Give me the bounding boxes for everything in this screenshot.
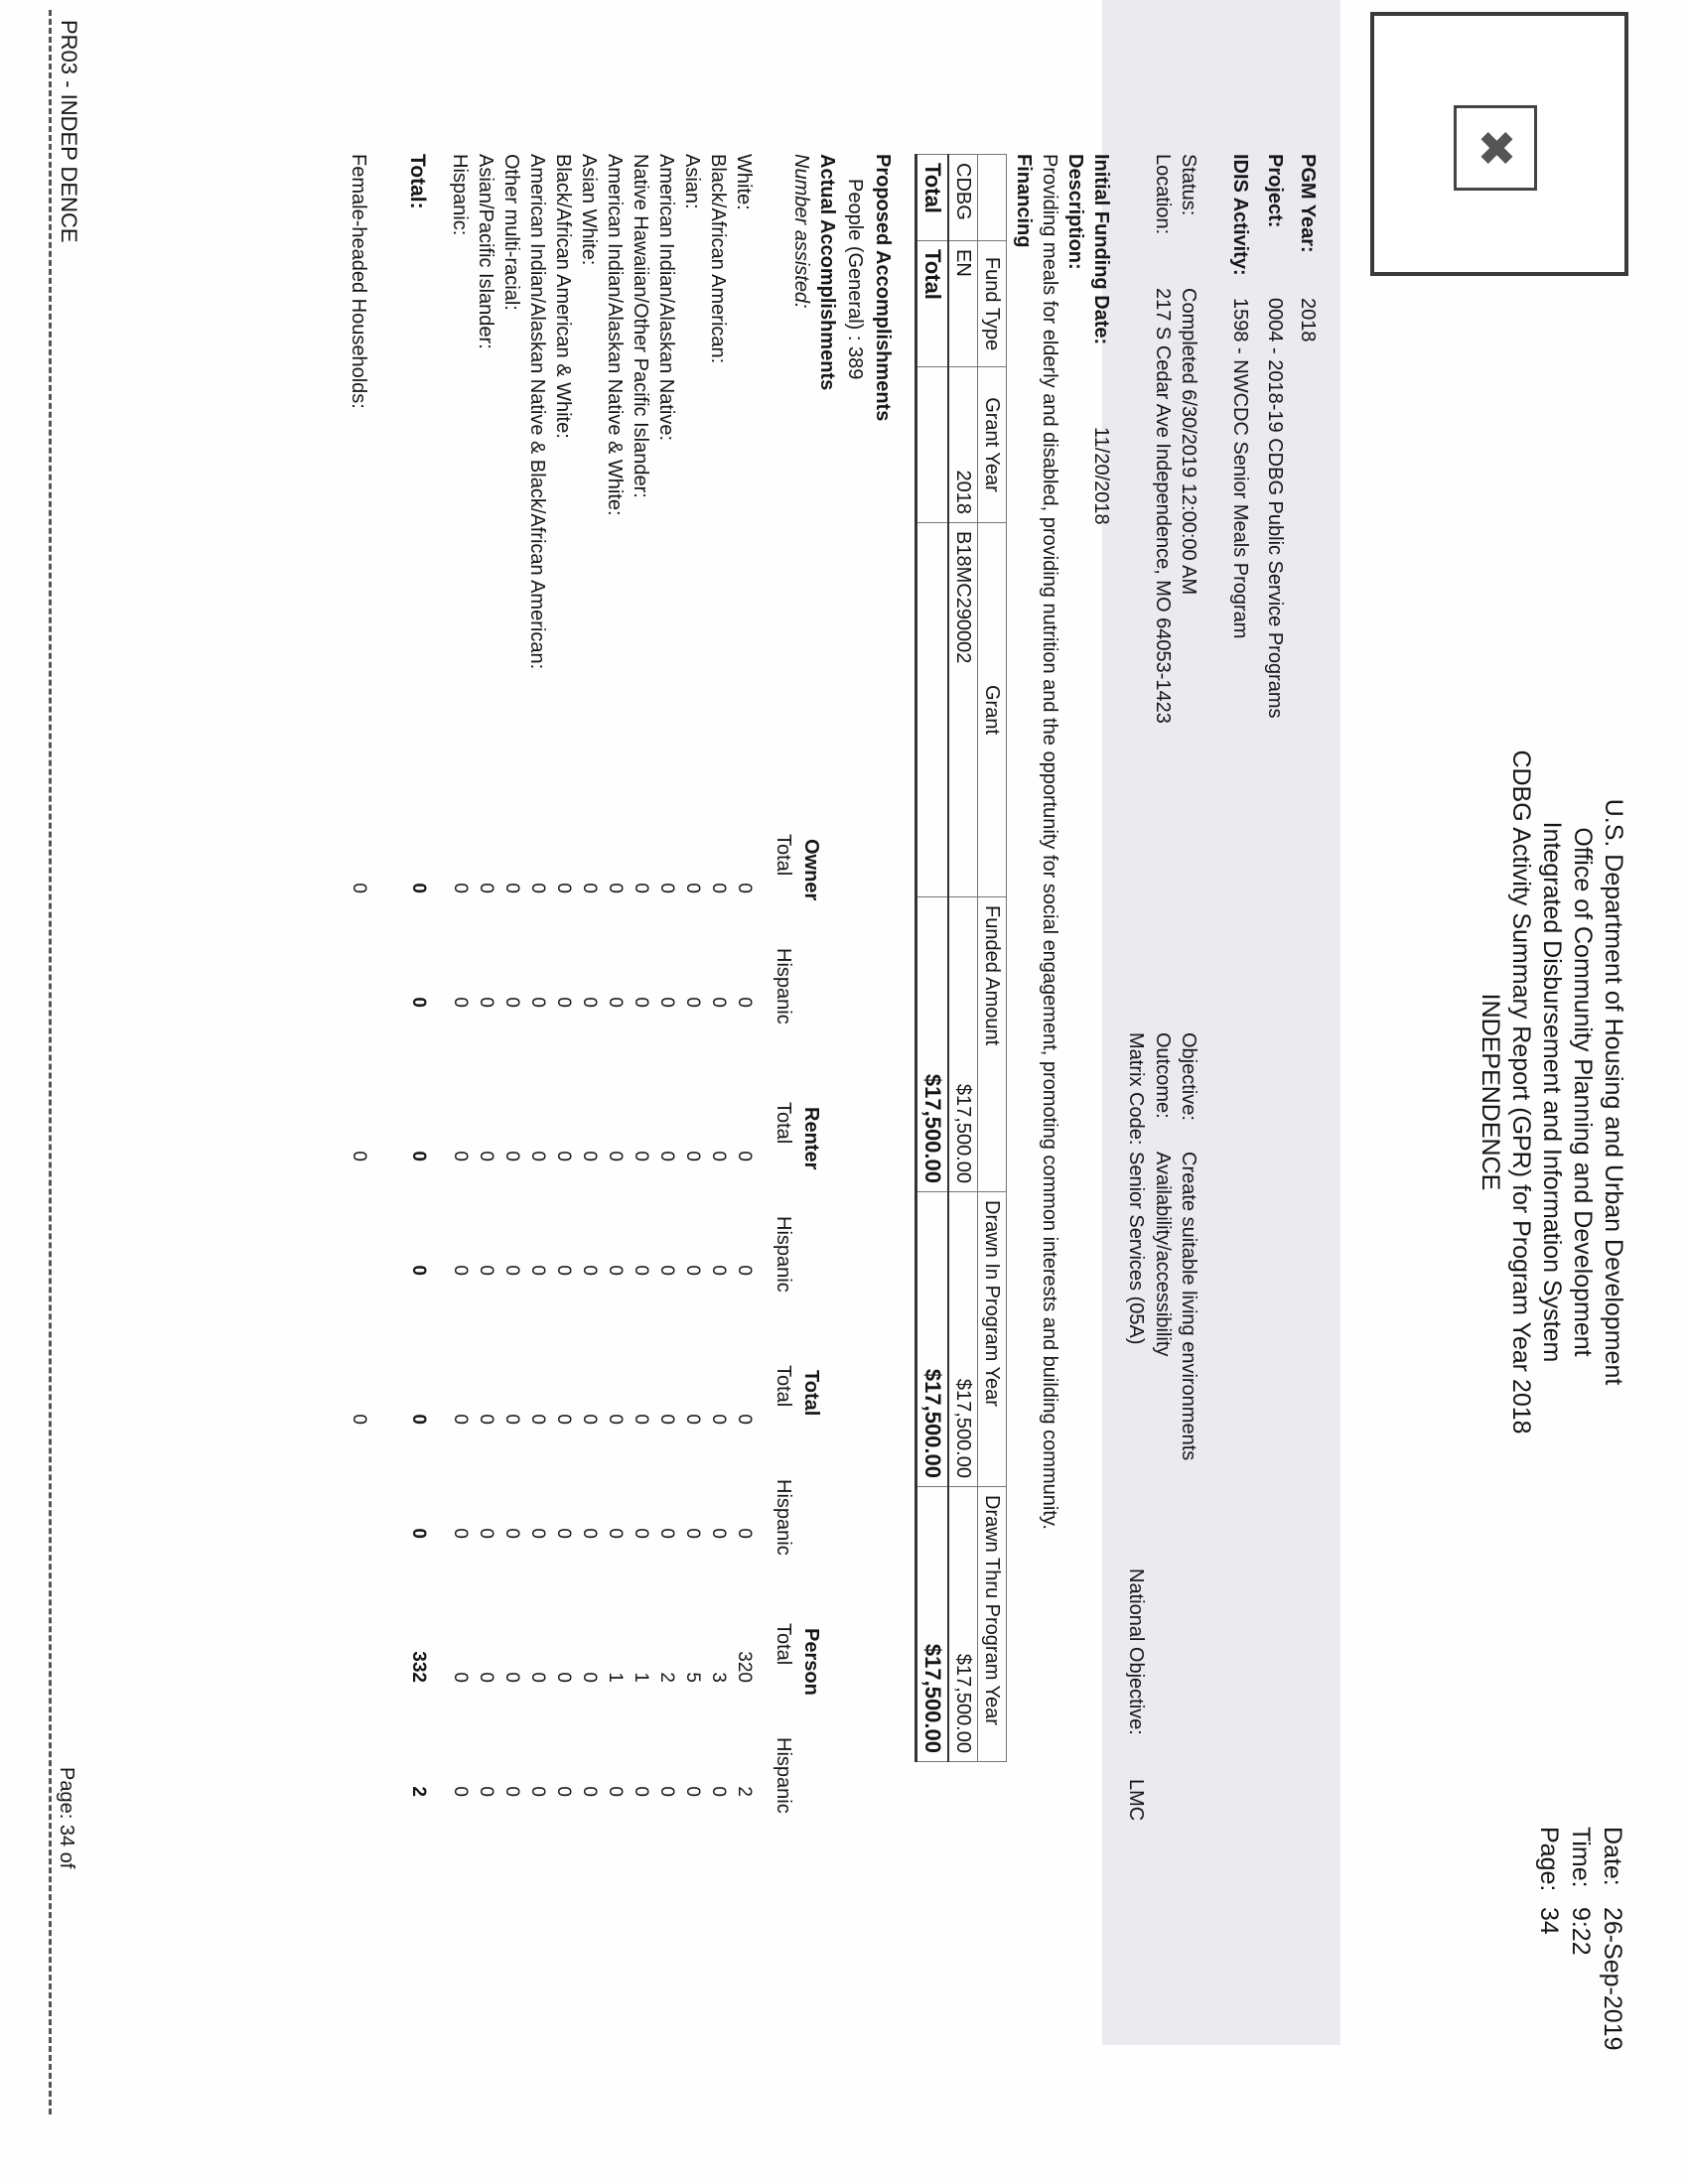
row-value: 0 xyxy=(501,997,522,1008)
financing-header-row xyxy=(978,155,1007,1762)
fin-header-drawn-in: Drawn In Program Year xyxy=(978,1192,1007,1487)
header-line-4: CDBG Activity Summary Report (GPR) for Program Year 2018 xyxy=(1507,750,1535,1434)
matrix-code-label: Matrix Code: xyxy=(1125,1032,1147,1146)
matrix-code-value: Senior Services (05A) xyxy=(1125,1152,1147,1345)
proposed-accomplishment-item: People (General) : 389 xyxy=(844,179,866,380)
page-label: Page: xyxy=(1535,1827,1563,1892)
row-value: 0 xyxy=(579,883,600,893)
group-header-total: Total xyxy=(800,1370,822,1417)
total-row-value: 332 xyxy=(408,1651,429,1683)
description-label: Description: xyxy=(1064,154,1086,270)
description-text: Providing meals for elderly and disabled, providing nutrition and the opportunity for social engagement, promoting common interests and building community. xyxy=(1039,154,1060,1530)
row-value: 0 xyxy=(682,1151,703,1161)
total-row-value: 0 xyxy=(408,997,429,1008)
row-label: White: xyxy=(733,154,755,210)
row-value: 0 xyxy=(527,1528,548,1539)
row-value: 0 xyxy=(656,1414,677,1425)
row-value: 0 xyxy=(450,1265,471,1276)
time-label: Time: xyxy=(1567,1827,1595,1888)
initial-funding-date-value: 11/20/2018 xyxy=(1090,427,1112,525)
row-value: 0 xyxy=(708,1786,729,1797)
pgm-year-label: PGM Year: xyxy=(1297,154,1319,253)
row-value: 5 xyxy=(682,1672,703,1683)
row-value: 0 xyxy=(450,1528,471,1539)
row-value: 0 xyxy=(553,1414,574,1425)
header-line-3: Integrated Disbursement and Information System xyxy=(1538,821,1566,1363)
row-value: 2 xyxy=(734,1786,755,1797)
fin-header-drawn-thru: Drawn Thru Program Year xyxy=(978,1487,1007,1762)
group-header-owner: Owner xyxy=(800,839,822,901)
row-value: 0 xyxy=(501,1786,522,1797)
row-value: 0 xyxy=(450,883,471,893)
row-value: 0 xyxy=(476,883,496,893)
row-value: 0 xyxy=(708,1414,729,1425)
row-value: 0 xyxy=(553,1786,574,1797)
row-value: 0 xyxy=(450,1414,471,1425)
female-headed-households-value: 0 xyxy=(349,883,369,893)
row-value: 0 xyxy=(450,1151,471,1161)
row-value: 0 xyxy=(476,1786,496,1797)
fin-total-blank-2 xyxy=(916,523,949,897)
report-date: 26-Sep-2019 xyxy=(1599,1906,1626,2051)
row-value: 0 xyxy=(656,997,677,1008)
row-value: 0 xyxy=(605,883,626,893)
footer-page: Page: 34 of xyxy=(56,1767,77,1869)
fin-total-drawn-in: $17,500.00 xyxy=(916,1192,949,1487)
location-value: 217 S Cedar Ave Independence, MO 64053-1423 xyxy=(1152,288,1174,724)
idis-activity-label: IDIS Activity: xyxy=(1229,154,1251,276)
fin-header-grant-year: Grant Year xyxy=(978,367,1007,523)
fin-header-grant: Grant xyxy=(978,523,1007,897)
row-value: 0 xyxy=(708,883,729,893)
row-value: 0 xyxy=(501,1672,522,1683)
row-value: 0 xyxy=(682,1786,703,1797)
row-label: Black/African American & White: xyxy=(552,154,574,439)
national-objective-value: LMC xyxy=(1125,1779,1147,1822)
row-value: 0 xyxy=(527,1414,548,1425)
fin-total-label-2: Total xyxy=(916,241,949,367)
row-value: 0 xyxy=(450,1786,471,1797)
subhead-hispanic-3: Hispanic xyxy=(773,1737,794,1814)
row-value: 2 xyxy=(656,1672,677,1683)
row-value: 0 xyxy=(553,1151,574,1161)
subhead-total-3: Total xyxy=(773,1623,794,1666)
objective-value: Create suitable living environments xyxy=(1178,1152,1199,1461)
row-value: 0 xyxy=(734,1528,755,1539)
row-value: 1 xyxy=(605,1672,626,1683)
fin-total-blank-1 xyxy=(916,367,949,523)
header-line-5: INDEPENDENCE xyxy=(1477,993,1504,1191)
group-header-renter: Renter xyxy=(800,1107,822,1170)
row-value: 0 xyxy=(682,1528,703,1539)
row-value: 0 xyxy=(734,997,755,1008)
page-number: 34 xyxy=(1535,1906,1563,1935)
row-value: 0 xyxy=(501,883,522,893)
row-value: 0 xyxy=(527,1786,548,1797)
row-value: 0 xyxy=(450,997,471,1008)
subhead-total-0: Total xyxy=(773,834,794,877)
row-value: 0 xyxy=(708,1265,729,1276)
outcome-value: Availability/accessibility xyxy=(1152,1152,1174,1357)
row-value: 0 xyxy=(553,1528,574,1539)
fin-funded-amount: $17,500.00 xyxy=(948,897,978,1192)
total-row-value: 0 xyxy=(408,1414,429,1425)
initial-funding-date-label: Initial Funding Date: xyxy=(1090,154,1112,345)
fin-grant-year: 2018 xyxy=(948,367,978,523)
date-label: Date: xyxy=(1599,1827,1626,1886)
pgm-year-value: 2018 xyxy=(1297,298,1319,342)
row-value: 0 xyxy=(501,1265,522,1276)
fin-header-funded-amount: Funded Amount xyxy=(978,897,1007,1192)
row-label: American Indian/Alaskan Native & Black/African American: xyxy=(526,154,548,670)
row-value: 0 xyxy=(476,997,496,1008)
fin-grant: B18MC290002 xyxy=(948,523,978,897)
actual-accomplishments-title: Actual Accomplishments xyxy=(816,154,838,391)
row-value: 0 xyxy=(631,1528,651,1539)
female-headed-households-label: Female-headed Households: xyxy=(348,154,369,409)
row-value: 0 xyxy=(631,1265,651,1276)
row-value: 0 xyxy=(476,1151,496,1161)
row-value: 0 xyxy=(708,997,729,1008)
row-label: Native Hawaiian/Other Pacific Islander: xyxy=(630,154,651,498)
fin-header-blank xyxy=(978,155,1007,241)
row-value: 0 xyxy=(682,997,703,1008)
hud-logo xyxy=(1370,12,1628,276)
fin-drawn-in: $17,500.00 xyxy=(948,1192,978,1487)
row-value: 0 xyxy=(527,883,548,893)
row-label: Other multi-racial: xyxy=(500,154,522,311)
fin-header-fund-type: Fund Type xyxy=(978,241,1007,367)
row-value: 0 xyxy=(656,883,677,893)
row-value: 0 xyxy=(631,1151,651,1161)
row-value: 0 xyxy=(708,1528,729,1539)
row-value: 0 xyxy=(734,1414,755,1425)
row-value: 0 xyxy=(579,997,600,1008)
total-row-value: 0 xyxy=(408,1151,429,1161)
row-value: 0 xyxy=(553,883,574,893)
header-line-2: Office of Community Planning and Development xyxy=(1569,827,1597,1357)
row-value: 0 xyxy=(631,997,651,1008)
row-value: 0 xyxy=(501,1528,522,1539)
total-row-value: 0 xyxy=(408,1265,429,1276)
project-value: 0004 - 2018-19 CDBG Public Service Programs xyxy=(1264,298,1286,719)
row-label: Asian/Pacific Islander: xyxy=(475,154,496,349)
row-value: 0 xyxy=(734,1151,755,1161)
financing-title: Financing xyxy=(1013,154,1035,248)
row-value: 0 xyxy=(476,1672,496,1683)
subhead-hispanic-2: Hispanic xyxy=(773,1479,794,1556)
row-value: 0 xyxy=(631,1786,651,1797)
row-value: 0 xyxy=(527,997,548,1008)
row-value: 0 xyxy=(579,1528,600,1539)
status-label: Status: xyxy=(1178,154,1199,216)
row-value: 0 xyxy=(527,1672,548,1683)
row-value: 0 xyxy=(527,1151,548,1161)
row-value: 0 xyxy=(605,1151,626,1161)
row-value: 0 xyxy=(553,997,574,1008)
subhead-total-2: Total xyxy=(773,1365,794,1408)
row-value: 0 xyxy=(605,1786,626,1797)
row-value: 0 xyxy=(579,1786,600,1797)
row-value: 0 xyxy=(631,1414,651,1425)
row-value: 0 xyxy=(450,1672,471,1683)
row-value: 0 xyxy=(656,1528,677,1539)
fin-total-drawn-thru: $17,500.00 xyxy=(916,1487,949,1762)
row-value: 0 xyxy=(656,1786,677,1797)
row-label: American Indian/Alaskan Native: xyxy=(655,154,677,442)
row-value: 0 xyxy=(476,1265,496,1276)
row-label: Black/African American: xyxy=(707,154,729,364)
objective-label: Objective: xyxy=(1178,1032,1199,1121)
fin-total-label-1: Total xyxy=(916,155,949,241)
row-value: 1 xyxy=(631,1672,651,1683)
location-label: Location: xyxy=(1152,154,1174,235)
row-label: Asian White: xyxy=(578,154,600,266)
row-value: 0 xyxy=(708,1151,729,1161)
fin-drawn-thru: $17,500.00 xyxy=(948,1487,978,1762)
row-value: 0 xyxy=(656,1265,677,1276)
female-headed-households-value: 0 xyxy=(349,1414,369,1425)
footer-divider xyxy=(49,10,52,2115)
row-value: 0 xyxy=(682,1414,703,1425)
total-row-value: 0 xyxy=(408,1528,429,1539)
report-meta xyxy=(1533,1827,1628,2051)
row-value: 0 xyxy=(682,1265,703,1276)
total-row-value: 0 xyxy=(408,883,429,893)
row-value: 0 xyxy=(476,1414,496,1425)
row-value: 0 xyxy=(734,883,755,893)
proposed-accomplishments-title: Proposed Accomplishments xyxy=(872,154,894,422)
financing-table xyxy=(914,154,1007,1762)
national-objective-label: National Objective: xyxy=(1125,1569,1147,1735)
row-value: 0 xyxy=(476,1528,496,1539)
row-value: 0 xyxy=(734,1265,755,1276)
financing-row xyxy=(948,155,978,1762)
status-value: Completed 6/30/2019 12:00:00 AM xyxy=(1178,288,1199,596)
row-value: 0 xyxy=(605,1528,626,1539)
row-value: 0 xyxy=(631,883,651,893)
row-label: Asian: xyxy=(681,154,703,209)
row-value: 0 xyxy=(579,1672,600,1683)
report-time: 9:22 xyxy=(1567,1906,1595,1956)
total-row-label: Total: xyxy=(406,154,429,209)
row-value: 0 xyxy=(579,1265,600,1276)
fin-total-funded: $17,500.00 xyxy=(916,897,949,1192)
row-value: 0 xyxy=(605,1414,626,1425)
fin-fund-type: EN xyxy=(948,241,978,367)
subhead-hispanic-0: Hispanic xyxy=(773,948,794,1024)
report-header xyxy=(1475,615,1628,1569)
row-value: 0 xyxy=(605,997,626,1008)
header-line-1: U.S. Department of Housing and Urban Development xyxy=(1600,798,1627,1386)
row-value: 0 xyxy=(579,1151,600,1161)
idis-activity-value: 1598 - NWCDC Senior Meals Program xyxy=(1229,298,1251,639)
row-value: 0 xyxy=(501,1151,522,1161)
project-label: Project: xyxy=(1264,154,1286,228)
fin-program: CDBG xyxy=(948,155,978,241)
financing-total-row xyxy=(916,155,949,1762)
row-label: American Indian/Alaskan Native & White: xyxy=(604,154,626,516)
row-value: 0 xyxy=(656,1151,677,1161)
group-header-person: Person xyxy=(800,1628,822,1696)
row-value: 0 xyxy=(682,883,703,893)
row-value: 0 xyxy=(553,1265,574,1276)
subhead-total-1: Total xyxy=(773,1102,794,1145)
row-value: 3 xyxy=(708,1672,729,1683)
row-label: Hispanic: xyxy=(449,154,471,236)
report-id: PR03 - INDEP DENCE xyxy=(57,20,81,243)
total-row-value: 2 xyxy=(408,1786,429,1797)
row-value: 0 xyxy=(501,1414,522,1425)
female-headed-households-value: 0 xyxy=(349,1151,369,1161)
row-value: 0 xyxy=(579,1414,600,1425)
hud-emblem-icon: ✖ xyxy=(1454,105,1537,191)
outcome-label: Outcome: xyxy=(1152,1032,1174,1119)
number-assisted-label: Number assisted: xyxy=(790,154,812,309)
row-value: 0 xyxy=(553,1672,574,1683)
subhead-hispanic-1: Hispanic xyxy=(773,1216,794,1293)
row-value: 320 xyxy=(734,1651,755,1683)
row-value: 0 xyxy=(527,1265,548,1276)
row-value: 0 xyxy=(605,1265,626,1276)
